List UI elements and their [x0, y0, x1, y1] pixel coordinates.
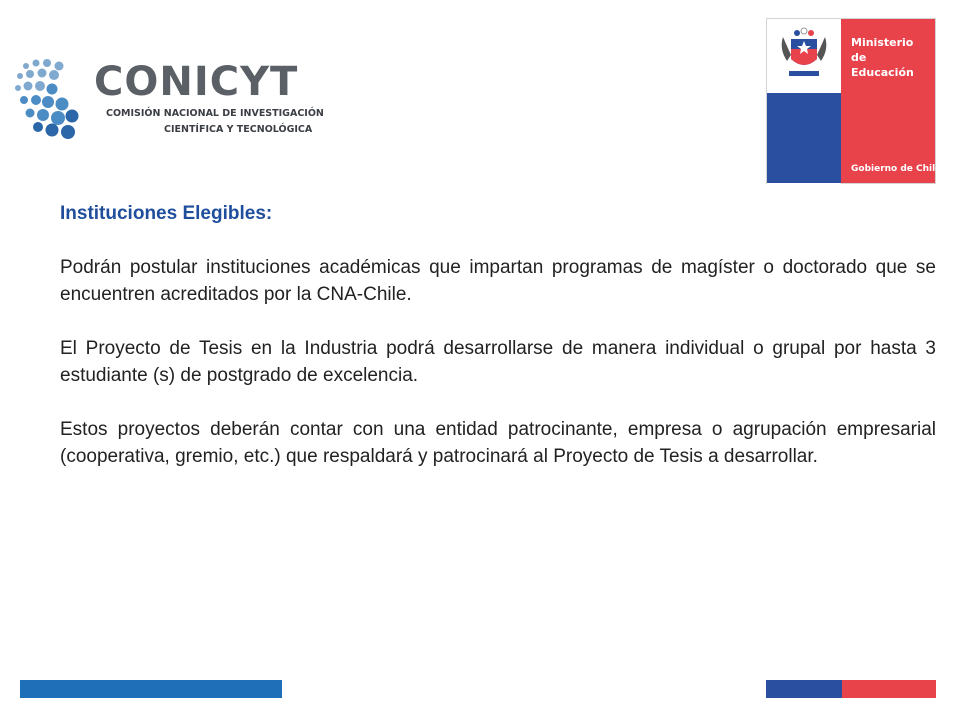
paragraph-thesis-project: El Proyecto de Tesis en la Industria podrá desarrollarse de manera individual o grupal por hasta 3 estudiante (s) de postgrado de excelencia. — [60, 338, 936, 386]
footer-bar-left — [20, 680, 282, 698]
paragraph-eligible-institutions: Podrán postular instituciones académicas que impartan programas de magíster o doctorado que se encuentren acreditados por la CNA-Chile. — [60, 257, 936, 305]
conicyt-subtitle-line2: CIENTÍFICA Y TECNOLÓGICA — [164, 124, 313, 135]
ministry-logo — [766, 18, 942, 184]
ministry-logo-blue-stripe — [767, 93, 841, 183]
coat-of-arms-icon — [777, 25, 831, 85]
ministry-title: Ministerio de Educación — [851, 36, 914, 79]
ministry-government: Gobierno de Chile — [851, 164, 942, 174]
footer-bar-right-red — [842, 680, 936, 698]
conicyt-wordmark: CONICYT — [94, 59, 299, 105]
paragraph-sponsor: Estos proyectos deberán contar con una entidad patrocinante, empresa o agrupación empresarial (cooperativa, gremio, etc.) que respaldará y patrocinará al Proyecto de Tesis a desarrollar. — [60, 419, 936, 467]
footer-bar-right-blue — [766, 680, 842, 698]
conicyt-logo — [14, 58, 324, 140]
conicyt-subtitle-line1: COMISIÓN NACIONAL DE INVESTIGACIÓN — [106, 108, 324, 119]
slide-body — [60, 200, 936, 497]
conicyt-dots-icon — [14, 58, 94, 140]
section-heading: Instituciones Elegibles: — [60, 203, 273, 224]
